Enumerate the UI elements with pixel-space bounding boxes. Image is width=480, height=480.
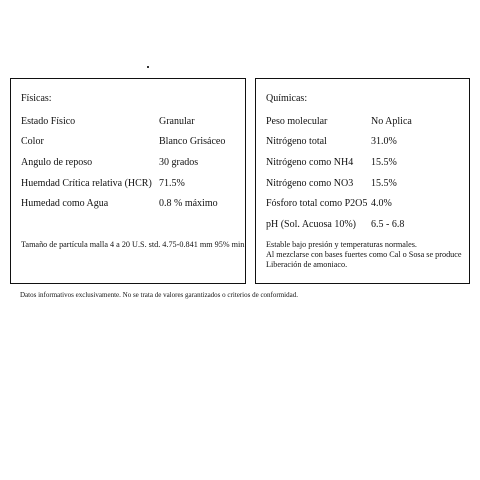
stability-note-line: Liberación de amoniaco. bbox=[266, 260, 348, 269]
chemical-heading: Químicas: bbox=[266, 93, 308, 104]
particle-size-note: Tamaño de partícula malla 4 a 20 U.S. std. 4.75-0.841 mm 95% min. bbox=[21, 240, 247, 249]
property-value: 15.5% bbox=[371, 157, 397, 168]
property-label: Color bbox=[21, 136, 44, 147]
physical-row bbox=[11, 136, 245, 148]
stability-note-line: Estable bajo presión y temperaturas normales. bbox=[266, 240, 417, 249]
property-value: Blanco Grisáceo bbox=[159, 136, 226, 147]
property-value: 4.0% bbox=[371, 198, 392, 209]
physical-properties-panel bbox=[10, 78, 246, 284]
physical-heading: Físicas: bbox=[21, 93, 52, 104]
property-label: Nitrógeno como NH4 bbox=[266, 157, 354, 168]
property-value: Granular bbox=[159, 116, 195, 127]
property-label: Humedad como Agua bbox=[21, 198, 109, 209]
chemical-row bbox=[256, 198, 469, 210]
property-value: 6.5 - 6.8 bbox=[371, 219, 405, 230]
property-label: Huemdad Crítica relativa (HCR) bbox=[21, 178, 152, 189]
physical-row bbox=[11, 178, 245, 190]
stability-note bbox=[266, 240, 462, 270]
property-value: No Aplica bbox=[371, 116, 412, 127]
property-label: Nitrógeno total bbox=[266, 136, 327, 147]
property-label: Angulo de reposo bbox=[21, 157, 93, 168]
property-label: pH (Sol. Acuosa 10%) bbox=[266, 219, 356, 230]
property-value: 0.8 % máximo bbox=[159, 198, 218, 209]
chemical-row bbox=[256, 178, 469, 190]
property-label: Fósforo total como P2O5 bbox=[266, 198, 368, 209]
physical-row bbox=[11, 157, 245, 169]
chemical-row bbox=[256, 116, 469, 128]
property-label: Peso molecular bbox=[266, 116, 328, 127]
property-value: 71.5% bbox=[159, 178, 185, 189]
physical-row bbox=[11, 116, 245, 128]
physical-row bbox=[11, 198, 245, 210]
chemical-row bbox=[256, 136, 469, 148]
chemical-row bbox=[256, 219, 469, 231]
property-label: Estado Físico bbox=[21, 116, 76, 127]
property-label: Nitrógeno como NO3 bbox=[266, 178, 354, 189]
property-value: 31.0% bbox=[371, 136, 397, 147]
disclaimer-text: Datos informativos exclusivamente. No se trata de valores garantizados o criterios de conformidad. bbox=[20, 291, 298, 299]
chemical-properties-panel bbox=[255, 78, 470, 284]
property-value: 30 grados bbox=[159, 157, 199, 168]
property-value: 15.5% bbox=[371, 178, 397, 189]
chemical-row bbox=[256, 157, 469, 169]
stray-dot bbox=[147, 66, 149, 68]
stability-note-line: Al mezclarse con bases fuertes como Cal o Sosa se produce bbox=[266, 250, 462, 259]
